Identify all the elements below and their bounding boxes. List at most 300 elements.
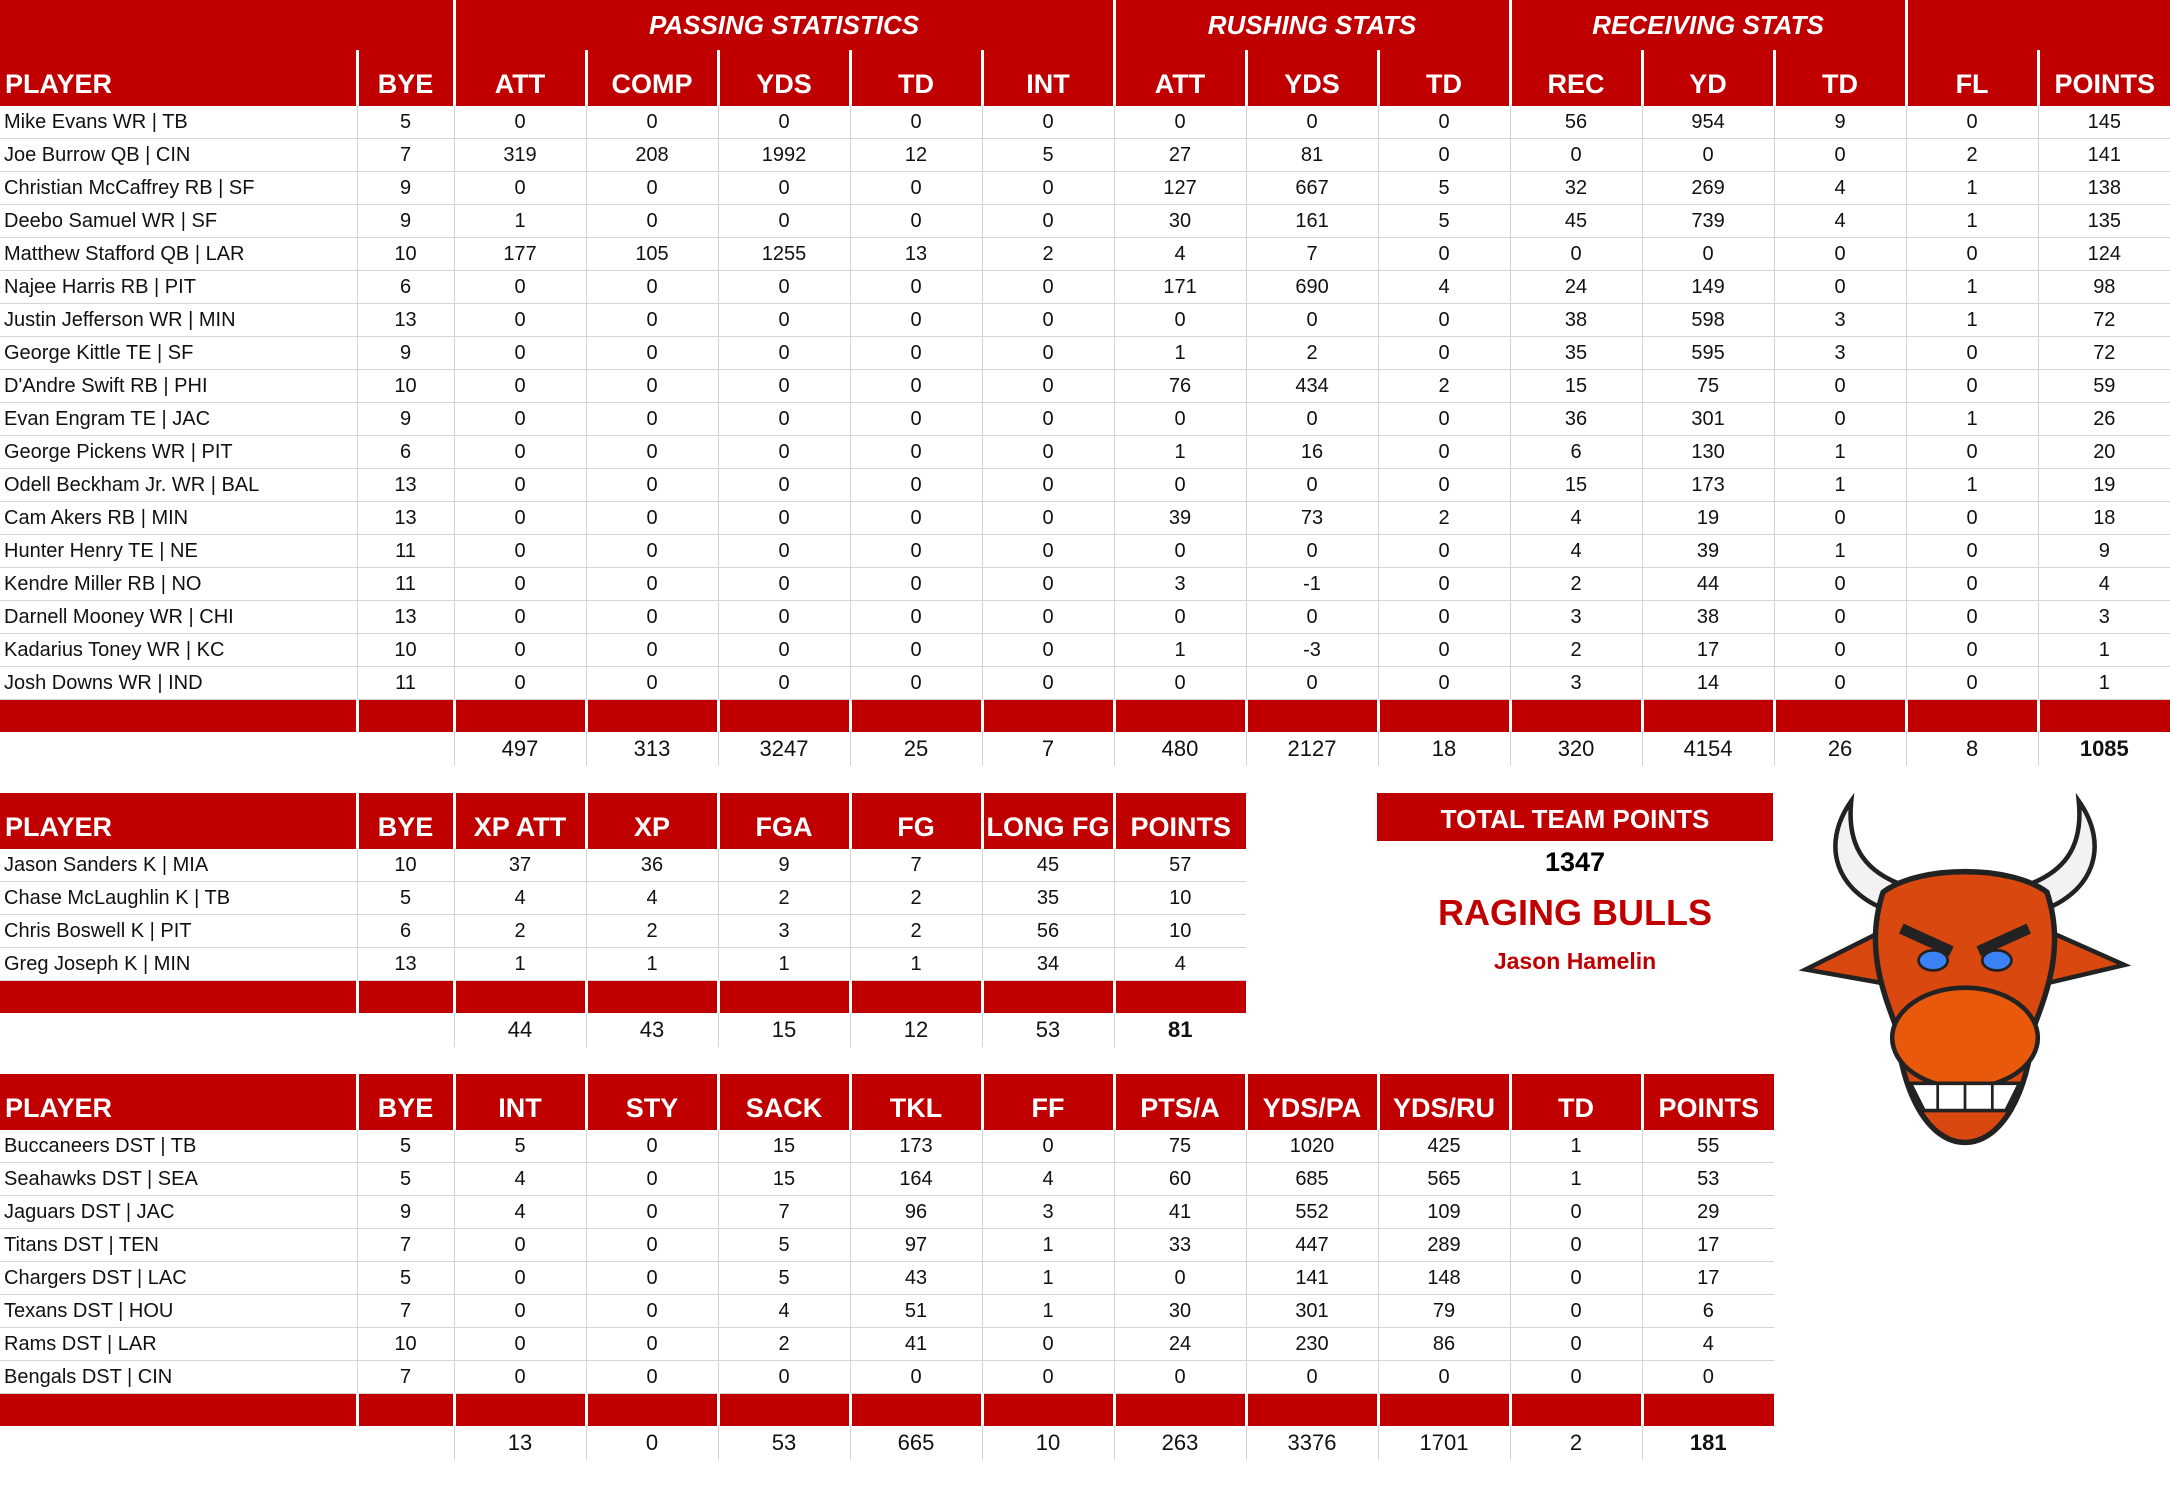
stat-cell: 9 <box>357 1196 454 1229</box>
stat-cell: 0 <box>982 502 1114 535</box>
total-cell: 53 <box>718 1426 850 1460</box>
separator-cell <box>454 981 586 1014</box>
stat-cell: 0 <box>586 535 718 568</box>
stat-cell: 0 <box>454 634 586 667</box>
stat-cell: 954 <box>1642 106 1774 139</box>
stat-cell: 0 <box>454 172 586 205</box>
stat-cell: 0 <box>718 667 850 700</box>
stat-cell: 0 <box>1246 535 1378 568</box>
table-row <box>0 271 2170 304</box>
stat-cell: 37 <box>454 849 586 882</box>
stat-cell: 1 <box>1114 337 1246 370</box>
stat-cell: 1 <box>982 1262 1114 1295</box>
stat-cell: 0 <box>1510 1229 1642 1262</box>
stat-cell: 0 <box>718 403 850 436</box>
table-row <box>0 915 1246 948</box>
separator-cell <box>1642 700 1774 733</box>
stat-cell: 0 <box>586 667 718 700</box>
stat-cell: 0 <box>454 436 586 469</box>
stat-cell: 15 <box>1510 370 1642 403</box>
stat-cell: 4 <box>718 1295 850 1328</box>
stat-cell: 57 <box>1114 849 1246 882</box>
column-header: PLAYER <box>0 793 357 849</box>
stat-cell: 0 <box>718 502 850 535</box>
column-header: XP <box>586 793 718 849</box>
stat-cell: 0 <box>1378 535 1510 568</box>
stat-cell: 72 <box>2038 304 2170 337</box>
stat-cell: 0 <box>454 667 586 700</box>
player-name-cell: George Kittle TE | SF <box>0 337 357 370</box>
stat-cell: 0 <box>718 337 850 370</box>
stat-cell: 1 <box>1906 271 2038 304</box>
team-points-value: 1347 <box>1544 847 1606 877</box>
stat-cell: 11 <box>357 667 454 700</box>
stat-cell: 208 <box>586 139 718 172</box>
stat-cell: 4 <box>454 1163 586 1196</box>
stat-cell: 105 <box>586 238 718 271</box>
stat-cell: 177 <box>454 238 586 271</box>
stat-cell: 2 <box>1378 502 1510 535</box>
stat-cell: 0 <box>586 1229 718 1262</box>
stat-cell: 2 <box>1510 568 1642 601</box>
stat-cell: 0 <box>718 1361 850 1394</box>
group-receiving: RECEIVING STATS <box>1510 0 1906 50</box>
stat-cell: 0 <box>850 271 982 304</box>
stat-cell: 0 <box>454 370 586 403</box>
stat-cell: 0 <box>1114 601 1246 634</box>
stat-cell: 1 <box>1774 436 1906 469</box>
separator-cell <box>982 700 1114 733</box>
total-cell: 497 <box>454 732 586 766</box>
stat-cell: 0 <box>718 436 850 469</box>
total-cell: 313 <box>586 732 718 766</box>
stat-cell: 15 <box>718 1130 850 1163</box>
total-cell <box>0 732 357 766</box>
stat-cell: 5 <box>357 106 454 139</box>
stat-cell: 0 <box>850 469 982 502</box>
stat-cell: 0 <box>1114 535 1246 568</box>
stat-cell: 4 <box>1510 535 1642 568</box>
stat-cell: 36 <box>586 849 718 882</box>
stat-cell: 32 <box>1510 172 1642 205</box>
stat-cell: 0 <box>850 106 982 139</box>
stat-cell: 4 <box>1114 948 1246 981</box>
stat-cell: 552 <box>1246 1196 1378 1229</box>
table-row <box>0 568 2170 601</box>
stat-cell: 0 <box>982 535 1114 568</box>
table-row <box>0 403 2170 436</box>
stat-cell: 4 <box>1774 205 1906 238</box>
stat-cell: 0 <box>454 403 586 436</box>
stat-cell: 9 <box>357 337 454 370</box>
stat-cell: 4 <box>2038 568 2170 601</box>
stat-cell: 3 <box>1774 337 1906 370</box>
stat-cell: 20 <box>2038 436 2170 469</box>
total-cell: 2 <box>1510 1426 1642 1460</box>
stat-cell: 2 <box>454 915 586 948</box>
stat-cell: 0 <box>586 601 718 634</box>
stat-cell: 11 <box>357 535 454 568</box>
stat-cell: 0 <box>586 1361 718 1394</box>
stat-cell: 0 <box>1906 667 2038 700</box>
stat-cell: 29 <box>1642 1196 1774 1229</box>
stat-cell: 81 <box>1246 139 1378 172</box>
stat-cell: 5 <box>357 882 454 915</box>
stat-cell: 0 <box>1774 271 1906 304</box>
table-row <box>0 106 2170 139</box>
table-row <box>0 238 2170 271</box>
stat-cell: 5 <box>718 1262 850 1295</box>
totals-row <box>0 1426 1774 1460</box>
stat-cell: 171 <box>1114 271 1246 304</box>
stat-cell: 1 <box>1774 535 1906 568</box>
stat-cell: 0 <box>850 601 982 634</box>
separator-cell <box>1378 1394 1510 1427</box>
stat-cell: 0 <box>454 304 586 337</box>
total-cell: 18 <box>1378 732 1510 766</box>
stat-cell: 0 <box>1906 238 2038 271</box>
stat-cell: 4 <box>1510 502 1642 535</box>
stat-cell: 685 <box>1246 1163 1378 1196</box>
stat-cell: 0 <box>850 205 982 238</box>
separator-cell <box>850 700 982 733</box>
table-row <box>0 882 1246 915</box>
stat-cell: 7 <box>357 1229 454 1262</box>
column-header-row <box>0 50 2170 106</box>
player-name-cell: Justin Jefferson WR | MIN <box>0 304 357 337</box>
total-cell: 480 <box>1114 732 1246 766</box>
stat-cell: 0 <box>850 502 982 535</box>
stat-cell: 0 <box>982 172 1114 205</box>
stat-cell: 15 <box>718 1163 850 1196</box>
stat-cell: 19 <box>1642 502 1774 535</box>
stat-cell: 0 <box>1774 667 1906 700</box>
stat-cell: 96 <box>850 1196 982 1229</box>
stat-cell: 141 <box>1246 1262 1378 1295</box>
stat-cell: 0 <box>454 1229 586 1262</box>
player-name-cell: Cam Akers RB | MIN <box>0 502 357 535</box>
stat-cell: 0 <box>718 568 850 601</box>
stat-cell: 0 <box>1906 436 2038 469</box>
stat-cell: 4 <box>454 1196 586 1229</box>
stat-cell: 6 <box>357 436 454 469</box>
player-name-cell: D'Andre Swift RB | PHI <box>0 370 357 403</box>
stat-cell: 3 <box>982 1196 1114 1229</box>
stat-cell: 0 <box>454 337 586 370</box>
stat-cell: 0 <box>1378 337 1510 370</box>
stat-cell: 33 <box>1114 1229 1246 1262</box>
stat-cell: 38 <box>1642 601 1774 634</box>
stat-cell: 1 <box>1114 634 1246 667</box>
stat-cell: 98 <box>2038 271 2170 304</box>
stat-cell: 0 <box>718 601 850 634</box>
stat-cell: 0 <box>1378 601 1510 634</box>
stat-cell: 0 <box>1906 370 2038 403</box>
stat-cell: 2 <box>718 882 850 915</box>
stat-cell: 1 <box>1510 1163 1642 1196</box>
stat-cell: 0 <box>454 568 586 601</box>
stat-cell: 0 <box>586 337 718 370</box>
stat-cell: 5 <box>357 1262 454 1295</box>
stat-cell: 56 <box>982 915 1114 948</box>
stat-cell: 149 <box>1642 271 1774 304</box>
stat-cell: 0 <box>586 1295 718 1328</box>
table-row <box>0 1196 1774 1229</box>
total-cell: 1085 <box>2038 732 2170 766</box>
stat-cell: 289 <box>1378 1229 1510 1262</box>
stat-cell: 0 <box>586 436 718 469</box>
column-header: FF <box>982 1074 1114 1130</box>
column-header: TD <box>1510 1074 1642 1130</box>
group-rushing: RUSHING STATS <box>1114 0 1510 50</box>
stat-cell: 0 <box>1246 106 1378 139</box>
stat-cell: 0 <box>982 601 1114 634</box>
stat-cell: 34 <box>982 948 1114 981</box>
stat-cell: 319 <box>454 139 586 172</box>
table-row <box>0 1262 1774 1295</box>
separator-cell <box>1642 1394 1774 1427</box>
player-name-cell: Jaguars DST | JAC <box>0 1196 357 1229</box>
team-owner: Jason Hamelin <box>1493 948 1657 974</box>
stat-cell: 0 <box>586 1262 718 1295</box>
stat-cell: 0 <box>586 106 718 139</box>
stat-cell: 1255 <box>718 238 850 271</box>
stat-cell: 0 <box>454 535 586 568</box>
stat-cell: 86 <box>1378 1328 1510 1361</box>
stat-cell: 0 <box>982 1328 1114 1361</box>
stat-cell: 0 <box>1246 403 1378 436</box>
column-header: TKL <box>850 1074 982 1130</box>
stat-cell: 12 <box>850 139 982 172</box>
stat-cell: 0 <box>1378 139 1510 172</box>
stat-cell: 0 <box>1510 1262 1642 1295</box>
separator-cell <box>357 981 454 1014</box>
stat-cell: 41 <box>850 1328 982 1361</box>
stat-cell: 5 <box>357 1163 454 1196</box>
stat-cell: 0 <box>1114 1262 1246 1295</box>
stat-cell: 0 <box>586 172 718 205</box>
stat-cell: 0 <box>982 469 1114 502</box>
player-name-cell: Buccaneers DST | TB <box>0 1130 357 1163</box>
stat-cell: 0 <box>1906 502 2038 535</box>
stat-cell: 7 <box>850 849 982 882</box>
stat-cell: 109 <box>1378 1196 1510 1229</box>
player-name-cell: Mike Evans WR | TB <box>0 106 357 139</box>
defense-stats-table <box>0 1074 1774 1460</box>
stat-cell: 4 <box>1774 172 1906 205</box>
stat-cell: 7 <box>718 1196 850 1229</box>
stat-cell: 39 <box>1114 502 1246 535</box>
total-cell: 665 <box>850 1426 982 1460</box>
stat-cell: 0 <box>1114 1361 1246 1394</box>
separator-cell <box>0 981 357 1014</box>
stat-cell: 598 <box>1642 304 1774 337</box>
separator-cell <box>586 1394 718 1427</box>
stat-cell: 1 <box>2038 667 2170 700</box>
stat-cell: 53 <box>1642 1163 1774 1196</box>
stat-cell: 0 <box>1774 403 1906 436</box>
stat-cell: 3 <box>2038 601 2170 634</box>
stat-cell: 0 <box>982 337 1114 370</box>
stat-cell: 2 <box>850 882 982 915</box>
stat-cell: 1 <box>1906 403 2038 436</box>
stat-cell: 97 <box>850 1229 982 1262</box>
stat-cell: 0 <box>586 304 718 337</box>
stat-cell: 0 <box>454 601 586 634</box>
column-header: SACK <box>718 1074 850 1130</box>
separator-cell <box>1114 981 1246 1014</box>
player-name-cell: Evan Engram TE | JAC <box>0 403 357 436</box>
totals-row <box>0 1013 1246 1047</box>
column-header: YDS/RU <box>1378 1074 1510 1130</box>
stat-cell: 0 <box>454 1328 586 1361</box>
stat-cell: 6 <box>1510 436 1642 469</box>
stat-cell: 0 <box>1510 1295 1642 1328</box>
stat-cell: 301 <box>1246 1295 1378 1328</box>
player-name-cell: Rams DST | LAR <box>0 1328 357 1361</box>
stat-cell: 0 <box>1642 238 1774 271</box>
total-cell: 44 <box>454 1013 586 1047</box>
stat-cell: 0 <box>850 370 982 403</box>
total-cell: 53 <box>982 1013 1114 1047</box>
stat-cell: 0 <box>1378 1361 1510 1394</box>
totals-row <box>0 732 2170 766</box>
column-header-row <box>0 793 1246 849</box>
player-name-cell: George Pickens WR | PIT <box>0 436 357 469</box>
table-row <box>0 1295 1774 1328</box>
stat-cell: 173 <box>1642 469 1774 502</box>
stat-cell: 0 <box>982 436 1114 469</box>
column-header: POINTS <box>2038 50 2170 106</box>
stat-cell: 0 <box>1642 139 1774 172</box>
stat-cell: 0 <box>1774 502 1906 535</box>
separator-cell <box>718 981 850 1014</box>
stat-cell: 75 <box>1114 1130 1246 1163</box>
separator-cell <box>850 981 982 1014</box>
column-header: REC <box>1510 50 1642 106</box>
stat-cell: 0 <box>850 337 982 370</box>
total-cell <box>357 732 454 766</box>
stat-cell: 16 <box>1246 436 1378 469</box>
stat-cell: 4 <box>1114 238 1246 271</box>
stat-cell: 9 <box>718 849 850 882</box>
player-name-cell: Kendre Miller RB | NO <box>0 568 357 601</box>
stat-cell: 44 <box>1642 568 1774 601</box>
stat-cell: 0 <box>982 304 1114 337</box>
stat-cell: 45 <box>1510 205 1642 238</box>
stat-cell: 1020 <box>1246 1130 1378 1163</box>
stat-cell: 0 <box>850 568 982 601</box>
stat-cell: 0 <box>454 1262 586 1295</box>
column-header: LONG FG <box>982 793 1114 849</box>
table-row <box>0 667 2170 700</box>
stat-cell: 45 <box>982 849 1114 882</box>
stat-cell: 0 <box>982 370 1114 403</box>
player-name-cell: Matthew Stafford QB | LAR <box>0 238 357 271</box>
stat-cell: 0 <box>586 403 718 436</box>
stat-cell: 0 <box>454 502 586 535</box>
stat-cell: -3 <box>1246 634 1378 667</box>
total-cell: 3247 <box>718 732 850 766</box>
stat-cell: 0 <box>718 304 850 337</box>
player-name-cell: Chris Boswell K | PIT <box>0 915 357 948</box>
separator-cell <box>1114 700 1246 733</box>
stat-cell: 9 <box>357 403 454 436</box>
stat-cell: 690 <box>1246 271 1378 304</box>
stat-cell: 0 <box>1906 568 2038 601</box>
stat-cell: 19 <box>2038 469 2170 502</box>
separator-cell <box>357 1394 454 1427</box>
stat-cell: 1 <box>982 1295 1114 1328</box>
stat-cell: 35 <box>982 882 1114 915</box>
stat-cell: 39 <box>1642 535 1774 568</box>
stat-cell: 60 <box>1114 1163 1246 1196</box>
stat-cell: 13 <box>850 238 982 271</box>
stat-cell: 6 <box>357 271 454 304</box>
stat-cell: 17 <box>1642 634 1774 667</box>
player-name-cell: Kadarius Toney WR | KC <box>0 634 357 667</box>
stat-cell: 0 <box>1510 1361 1642 1394</box>
separator-cell <box>982 981 1114 1014</box>
player-name-cell: Odell Beckham Jr. WR | BAL <box>0 469 357 502</box>
stat-cell: 0 <box>1378 436 1510 469</box>
stat-cell: 0 <box>586 469 718 502</box>
stat-cell: 36 <box>1510 403 1642 436</box>
separator-cell <box>586 700 718 733</box>
stat-cell: 10 <box>357 849 454 882</box>
table-row <box>0 1361 1774 1394</box>
separator-cell <box>454 700 586 733</box>
table-row <box>0 601 2170 634</box>
separator-bar <box>0 981 1246 1014</box>
stat-cell: 301 <box>1642 403 1774 436</box>
stat-cell: 0 <box>1114 667 1246 700</box>
stat-cell: 0 <box>1642 1361 1774 1394</box>
stat-cell: 6 <box>1642 1295 1774 1328</box>
stat-cell: 0 <box>718 106 850 139</box>
stat-cell: 0 <box>1906 106 2038 139</box>
stat-cell: 9 <box>2038 535 2170 568</box>
column-header: POINTS <box>1114 793 1246 849</box>
separator-cell <box>982 1394 1114 1427</box>
stat-cell: 148 <box>1378 1262 1510 1295</box>
separator-cell <box>0 700 357 733</box>
table-row <box>0 172 2170 205</box>
stat-cell: 0 <box>1246 601 1378 634</box>
stat-cell: 1 <box>1906 205 2038 238</box>
separator-bar <box>0 700 2170 733</box>
column-header: TD <box>850 50 982 106</box>
stat-cell: 0 <box>850 304 982 337</box>
player-name-cell: Christian McCaffrey RB | SF <box>0 172 357 205</box>
stat-cell: 0 <box>1510 139 1642 172</box>
stat-cell: 0 <box>454 469 586 502</box>
column-header: ATT <box>1114 50 1246 106</box>
stat-cell: 1 <box>850 948 982 981</box>
stat-cell: 0 <box>454 106 586 139</box>
stat-cell: 13 <box>357 502 454 535</box>
stat-cell: 0 <box>718 271 850 304</box>
stat-cell: 5 <box>718 1229 850 1262</box>
stat-cell: 59 <box>2038 370 2170 403</box>
stat-cell: 0 <box>982 205 1114 238</box>
stat-cell: 0 <box>982 106 1114 139</box>
column-header: FG <box>850 793 982 849</box>
stat-cell: 1 <box>1906 469 2038 502</box>
stat-cell: 0 <box>454 1295 586 1328</box>
stat-cell: 3 <box>1510 667 1642 700</box>
stat-cell: 76 <box>1114 370 1246 403</box>
